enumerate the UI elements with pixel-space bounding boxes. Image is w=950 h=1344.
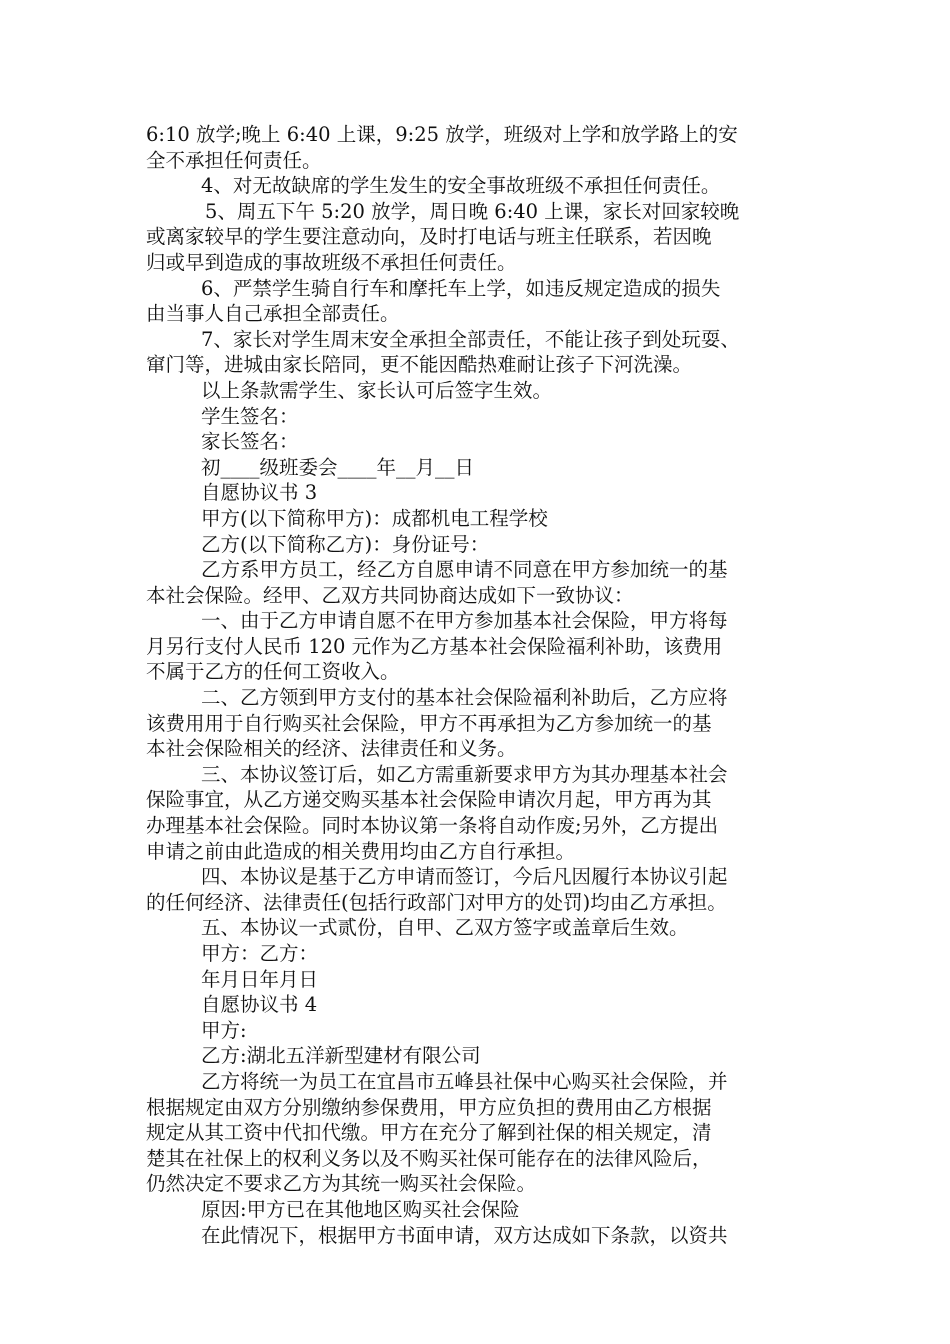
text-line: 窜门等，进城由家长陪同，更不能因酷热难耐让孩子下河洗澡。 bbox=[146, 353, 693, 377]
text-line: 楚其在社保上的权利义务以及不购买社保可能存在的法律风险后， bbox=[146, 1146, 712, 1170]
text-line: 二、乙方领到甲方支付的基本社会保险福利补助后，乙方应将 bbox=[201, 686, 728, 710]
text-line: 或离家较早的学生要注意动向，及时打电话与班主任联系，若因晚 bbox=[146, 225, 712, 249]
text-line: 在此情况下，根据甲方书面申请，双方达成如下条款，以资共 bbox=[201, 1223, 728, 1247]
party-a-line: 甲方(以下简称甲方)：成都机电工程学校 bbox=[201, 506, 548, 530]
signature-line: 甲方：乙方： bbox=[201, 942, 319, 965]
text-line: 仍然决定不要求乙方为其统一购买社会保险。 bbox=[146, 1172, 537, 1196]
text-line: 该费用用于自行购买社会保险，甲方不再承担为乙方参加统一的基 bbox=[146, 711, 712, 735]
text-line: 保险事宜，从乙方递交购买基本社会保险申请次月起，甲方再为其 bbox=[146, 788, 712, 812]
text-line: 根据规定由双方分别缴纳参保费用，甲方应负担的费用由乙方根据 bbox=[146, 1095, 712, 1119]
text-line: 本社会保险。经甲、乙双方共同协商达成如下一致协议： bbox=[146, 583, 634, 607]
text-line: 乙方系甲方员工，经乙方自愿申请不同意在甲方参加统一的基 bbox=[201, 558, 728, 582]
text-line: 4、对无故缺席的学生发生的安全事故班级不承担任何责任。 bbox=[201, 174, 721, 198]
section-heading: 自愿协议书 3 bbox=[201, 481, 318, 505]
document-body bbox=[146, 122, 836, 1248]
text-line: 不属于乙方的任何工资收入。 bbox=[146, 660, 400, 684]
text-line: 由当事人自己承担全部责任。 bbox=[146, 302, 400, 326]
text-line: 五、本协议一式贰份，自甲、乙双方签字或盖章后生效。 bbox=[201, 916, 689, 940]
text-line: 7、家长对学生周末安全承担全部责任，不能让孩子到处玩耍、 bbox=[201, 327, 740, 351]
text-line: 一、由于乙方申请自愿不在甲方参加基本社会保险，甲方将每 bbox=[201, 609, 728, 633]
text-line: 规定从其工资中代扣代缴。甲方在充分了解到社保的相关规定，清 bbox=[146, 1121, 712, 1145]
text-line: 6:10 放学;晚上 6:40 上课，9:25 放学，班级对上学和放学路上的安 bbox=[146, 123, 738, 146]
text-line: 四、本协议是基于乙方申请而签订，今后凡因履行本协议引起 bbox=[201, 865, 728, 889]
party-b-line: 乙方:湖北五洋新型建材有限公司 bbox=[201, 1044, 481, 1068]
text-line: 全不承担任何责任。 bbox=[146, 148, 322, 172]
class-committee-date-line: 初____级班委会____年__月__日 bbox=[201, 455, 475, 479]
text-line: 办理基本社会保险。同时本协议第一条将自动作废;另外，乙方提出 bbox=[146, 814, 719, 838]
parent-signature-line: 家长签名： bbox=[201, 430, 299, 454]
text-line: 乙方将统一为员工在宜昌市五峰县社保中心购买社会保险，并 bbox=[201, 1069, 728, 1093]
text-line: 的任何经济、法律责任(包括行政部门对甲方的处罚)均由乙方承担。 bbox=[146, 890, 727, 914]
section-heading: 自愿协议书 4 bbox=[201, 993, 318, 1017]
text-line: 三、本协议签订后，如乙方需重新要求甲方为其办理基本社会 bbox=[201, 762, 728, 786]
text-line: 5、周五下午 5:20 放学，周日晚 6:40 上课，家长对回家较晚 bbox=[205, 199, 740, 223]
text-line: 6、严禁学生骑自行车和摩托车上学，如违反规定造成的损失 bbox=[201, 276, 721, 300]
text-line: 申请之前由此造成的相关费用均由乙方自行承担。 bbox=[146, 839, 576, 863]
text-line: 以上条款需学生、家长认可后签字生效。 bbox=[201, 378, 553, 402]
date-line: 年月日年月日 bbox=[201, 967, 319, 991]
party-a-line: 甲方: bbox=[201, 1018, 247, 1042]
party-b-line: 乙方(以下简称乙方)：身份证号： bbox=[201, 532, 490, 556]
reason-line: 原因:甲方已在其他地区购买社会保险 bbox=[201, 1197, 520, 1221]
text-line: 月另行支付人民币 120 元作为乙方基本社会保险福利补助，该费用 bbox=[146, 634, 723, 658]
text-line: 归或早到造成的事故班级不承担任何责任。 bbox=[146, 250, 517, 274]
student-signature-line: 学生签名： bbox=[201, 404, 299, 428]
text-line: 本社会保险相关的经济、法律责任和义务。 bbox=[146, 737, 517, 761]
